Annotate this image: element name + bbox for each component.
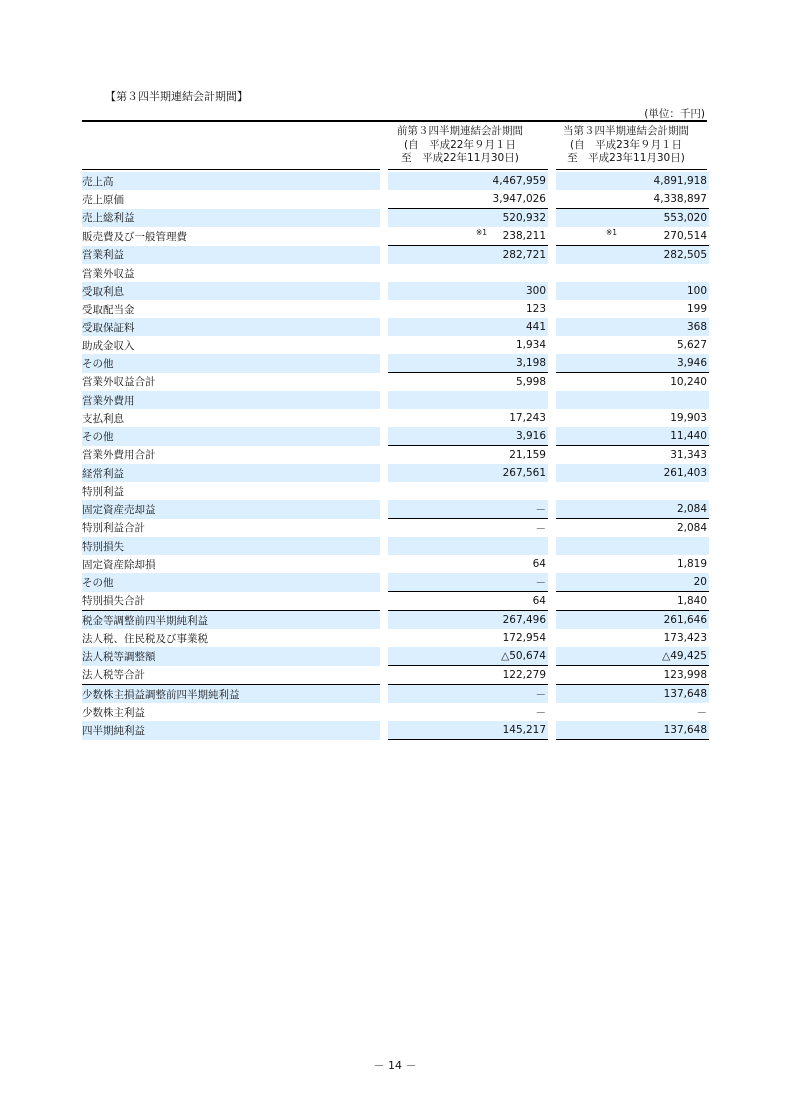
table-row <box>82 685 709 704</box>
table-row <box>82 500 709 519</box>
row-label: 売上高 <box>82 172 380 190</box>
income-statement-table <box>82 172 709 740</box>
curr-period-amount: 137,648 <box>663 688 707 700</box>
curr-period-value <box>556 629 709 647</box>
column-gap <box>548 264 556 282</box>
curr-period-value <box>556 354 709 373</box>
table-row <box>82 446 709 465</box>
column-gap <box>380 427 388 446</box>
row-label: 特別利益合計 <box>82 522 145 535</box>
column-gap <box>380 172 388 190</box>
column-gap <box>548 500 556 519</box>
column-gap <box>380 685 388 704</box>
curr-period-amount: 10,240 <box>670 376 707 388</box>
prev-period-value <box>388 482 548 500</box>
prev-period-value <box>388 391 548 409</box>
column-gap <box>380 611 388 630</box>
prev-period-amount: 441 <box>525 321 546 333</box>
curr-period-value <box>556 318 709 336</box>
curr-period-value <box>556 373 709 392</box>
column-gap <box>380 647 388 666</box>
table-row <box>82 647 709 666</box>
column-gap <box>548 373 556 392</box>
column-gap <box>380 500 388 519</box>
table-row <box>82 592 709 611</box>
table-row <box>82 573 709 592</box>
prev-period-value <box>388 573 548 592</box>
prev-period-value <box>388 666 548 685</box>
top-rule <box>82 120 707 122</box>
prev-period-value <box>388 354 548 373</box>
curr-period-amount: 553,020 <box>663 212 707 224</box>
column-gap <box>548 246 556 265</box>
row-label: 固定資産除却損 <box>82 558 156 571</box>
row-label: 販売費及び一般管理費 <box>82 230 187 243</box>
prev-period-amount: 282,721 <box>502 249 546 261</box>
prev-period-value <box>388 685 548 704</box>
curr-period-amount: 173,423 <box>663 632 707 644</box>
prev-period-value <box>388 592 548 611</box>
column-gap <box>548 427 556 446</box>
table-row <box>82 190 709 209</box>
column-header-prev-title: 前第３四半期連結会計期間 <box>397 125 523 137</box>
column-gap <box>548 629 556 647</box>
prev-period-value <box>388 264 548 282</box>
table-row <box>82 519 709 538</box>
curr-period-amount: 1,819 <box>676 558 707 570</box>
prev-period-amount: 145,217 <box>502 724 546 736</box>
curr-period-value <box>556 537 709 555</box>
prev-period-value <box>388 721 548 740</box>
column-gap <box>380 282 388 300</box>
curr-period-amount: 4,338,897 <box>653 193 707 205</box>
column-gap <box>548 409 556 427</box>
prev-period-amount: 64 <box>532 558 546 570</box>
row-label: その他 <box>82 427 380 446</box>
unit-label: (単位：千円) <box>644 108 705 120</box>
curr-period-value <box>556 647 709 666</box>
column-gap <box>548 190 556 209</box>
table-row <box>82 336 709 354</box>
prev-period-value <box>388 647 548 666</box>
column-gap <box>380 209 388 228</box>
row-label: 経常利益 <box>82 464 380 482</box>
column-gap <box>380 446 388 465</box>
row-label: 四半期純利益 <box>82 721 380 740</box>
prev-period-value <box>388 519 548 538</box>
column-gap <box>380 264 388 282</box>
table-row <box>82 482 709 500</box>
curr-period-value <box>556 703 709 721</box>
table-row <box>82 464 709 482</box>
prev-period-amount: 64 <box>532 595 546 607</box>
prev-period-value <box>388 246 548 265</box>
column-gap <box>548 446 556 465</box>
prev-period-value <box>388 629 548 647</box>
curr-period-amount: 1,840 <box>676 595 707 607</box>
curr-period-amount: 3,946 <box>676 357 707 369</box>
table-row <box>82 537 709 555</box>
column-gap <box>548 282 556 300</box>
curr-period-value <box>556 264 709 282</box>
table-row <box>82 721 709 740</box>
table-row <box>82 555 709 573</box>
curr-period-value <box>556 611 709 630</box>
column-header-curr-from: (自 平成23年９月１日 <box>570 138 682 151</box>
prev-period-value <box>388 209 548 228</box>
table-row <box>82 427 709 446</box>
row-label: 助成金収入 <box>82 339 135 352</box>
curr-period-amount: 4,891,918 <box>653 175 707 187</box>
prev-period-amount: － <box>535 522 546 535</box>
table-row <box>82 300 709 318</box>
row-label: 営業外費用 <box>82 391 380 409</box>
table-row <box>82 629 709 647</box>
column-gap <box>548 300 556 318</box>
page-number: － 14 － <box>373 1059 417 1072</box>
table-row <box>82 611 709 630</box>
prev-period-amount: 520,932 <box>502 212 546 224</box>
prev-period-value <box>388 703 548 721</box>
prev-period-value <box>388 172 548 190</box>
curr-period-value <box>556 721 709 740</box>
curr-period-amount: 100 <box>686 285 707 297</box>
column-gap <box>548 172 556 190</box>
curr-period-value <box>556 336 709 354</box>
row-label: 売上総利益 <box>82 209 380 228</box>
column-gap <box>548 537 556 555</box>
row-label: 営業外収益 <box>82 267 135 280</box>
curr-period-amount: 20 <box>693 576 707 588</box>
prev-period-amount: － <box>535 688 546 701</box>
column-gap <box>548 354 556 373</box>
column-gap <box>548 519 556 538</box>
row-label: 営業外収益合計 <box>82 376 156 389</box>
row-label: 特別損失合計 <box>82 595 145 608</box>
header-rule-curr <box>556 169 707 170</box>
curr-period-amount: 2,084 <box>676 503 707 515</box>
prev-period-value <box>388 555 548 573</box>
prev-period-value <box>388 300 548 318</box>
row-label: 少数株主損益調整前四半期純利益 <box>82 685 380 704</box>
table-row <box>82 246 709 265</box>
row-label: 少数株主利益 <box>82 706 145 719</box>
column-gap <box>548 703 556 721</box>
curr-period-amount: 11,440 <box>670 430 707 442</box>
row-label: 法人税、住民税及び事業税 <box>82 632 208 645</box>
curr-period-amount: 261,646 <box>663 614 707 626</box>
prev-period-amount: 172,954 <box>502 632 546 644</box>
column-gap <box>380 391 388 409</box>
prev-period-amount: 300 <box>525 285 546 297</box>
row-label: 受取利息 <box>82 282 380 300</box>
prev-period-amount: － <box>535 576 546 589</box>
curr-period-amount: △49,425 <box>662 650 707 662</box>
curr-period-value <box>556 300 709 318</box>
curr-period-amount: 19,903 <box>670 412 707 424</box>
column-gap <box>380 555 388 573</box>
prev-period-value <box>388 318 548 336</box>
column-gap <box>380 703 388 721</box>
column-gap <box>548 227 556 246</box>
prev-period-value <box>388 537 548 555</box>
table-row <box>82 409 709 427</box>
prev-period-amount: 238,211 <box>502 230 546 242</box>
table-row <box>82 391 709 409</box>
curr-period-amount: 368 <box>686 321 707 333</box>
curr-period-amount: 270,514 <box>663 230 707 242</box>
column-header-prev <box>380 125 540 166</box>
column-gap <box>548 336 556 354</box>
row-label: 固定資産売却益 <box>82 500 380 519</box>
column-gap <box>380 629 388 647</box>
column-header-curr-to: 至 平成23年11月30日) <box>567 152 685 164</box>
prev-period-amount: 3,916 <box>515 430 546 442</box>
column-gap <box>548 666 556 685</box>
header-rule-label <box>82 169 380 170</box>
column-gap <box>548 721 556 740</box>
table-row <box>82 282 709 300</box>
prev-period-value <box>388 611 548 630</box>
column-gap <box>380 537 388 555</box>
curr-period-value <box>556 573 709 592</box>
column-gap <box>380 373 388 392</box>
note-marker: ※1 <box>476 228 488 237</box>
curr-period-amount: 5,627 <box>676 339 707 351</box>
prev-period-amount: 267,561 <box>502 467 546 479</box>
curr-period-value <box>556 464 709 482</box>
curr-period-value <box>556 227 709 246</box>
prev-period-amount: 122,279 <box>502 669 546 681</box>
row-label: 営業外費用合計 <box>82 449 156 462</box>
column-gap <box>380 721 388 740</box>
table-row <box>82 354 709 373</box>
table-row <box>82 172 709 190</box>
prev-period-value <box>388 190 548 209</box>
column-gap <box>380 409 388 427</box>
curr-period-amount: － <box>696 706 707 719</box>
column-gap <box>548 318 556 336</box>
row-label: その他 <box>82 573 380 592</box>
column-gap <box>380 300 388 318</box>
table-row <box>82 703 709 721</box>
curr-period-value <box>556 666 709 685</box>
column-gap <box>380 519 388 538</box>
prev-period-value <box>388 282 548 300</box>
curr-period-value <box>556 172 709 190</box>
column-gap <box>548 391 556 409</box>
row-label: 受取配当金 <box>82 303 135 316</box>
column-gap <box>380 318 388 336</box>
curr-period-value <box>556 246 709 265</box>
curr-period-value <box>556 209 709 228</box>
prev-period-value <box>388 227 548 246</box>
row-label: 特別利益 <box>82 485 124 498</box>
column-header-prev-from: (自 平成22年９月１日 <box>404 138 516 151</box>
table-row <box>82 666 709 685</box>
column-gap <box>548 592 556 611</box>
prev-period-value <box>388 373 548 392</box>
table-row <box>82 264 709 282</box>
header-rule-prev <box>388 169 548 170</box>
curr-period-amount: 199 <box>686 303 707 315</box>
curr-period-amount: 123,998 <box>663 669 707 681</box>
curr-period-amount: 261,403 <box>663 467 707 479</box>
column-header-curr <box>546 125 706 166</box>
curr-period-value <box>556 446 709 465</box>
column-gap <box>380 227 388 246</box>
curr-period-value <box>556 482 709 500</box>
column-header-curr-title: 当第３四半期連結会計期間 <box>563 125 689 137</box>
column-gap <box>380 666 388 685</box>
prev-period-value <box>388 427 548 446</box>
note-marker: ※1 <box>606 228 618 237</box>
curr-period-value <box>556 391 709 409</box>
column-gap <box>380 190 388 209</box>
column-gap <box>548 209 556 228</box>
curr-period-value <box>556 190 709 209</box>
row-label: 税金等調整前四半期純利益 <box>82 611 380 630</box>
prev-period-amount: 21,159 <box>509 449 546 461</box>
prev-period-amount: － <box>535 706 546 719</box>
column-gap <box>548 573 556 592</box>
table-row <box>82 318 709 336</box>
curr-period-value <box>556 519 709 538</box>
prev-period-value <box>388 446 548 465</box>
column-gap <box>380 482 388 500</box>
row-label: 特別損失 <box>82 537 380 555</box>
prev-period-value <box>388 409 548 427</box>
row-label: 受取保証料 <box>82 318 380 336</box>
row-label: 支払利息 <box>82 412 124 425</box>
row-label: その他 <box>82 354 380 373</box>
curr-period-value <box>556 282 709 300</box>
column-gap <box>548 464 556 482</box>
column-gap <box>380 354 388 373</box>
column-gap <box>548 611 556 630</box>
curr-period-amount: 31,343 <box>670 449 707 461</box>
curr-period-value <box>556 685 709 704</box>
prev-period-amount: － <box>535 503 546 516</box>
prev-period-value <box>388 464 548 482</box>
row-label: 法人税等調整額 <box>82 647 380 666</box>
table-row <box>82 227 709 246</box>
column-header-prev-to: 至 平成22年11月30日) <box>401 152 519 164</box>
prev-period-amount: 3,947,026 <box>492 193 546 205</box>
curr-period-value <box>556 592 709 611</box>
curr-period-value <box>556 427 709 446</box>
prev-period-value <box>388 500 548 519</box>
prev-period-value <box>388 336 548 354</box>
table-row <box>82 373 709 392</box>
column-gap <box>548 555 556 573</box>
prev-period-amount: 123 <box>525 303 546 315</box>
column-gap <box>380 336 388 354</box>
column-gap <box>380 246 388 265</box>
prev-period-amount: 3,198 <box>515 357 546 369</box>
curr-period-value <box>556 500 709 519</box>
column-gap <box>548 482 556 500</box>
row-label: 売上原価 <box>82 193 124 206</box>
curr-period-amount: 137,648 <box>663 724 707 736</box>
curr-period-value <box>556 555 709 573</box>
prev-period-amount: 1,934 <box>515 339 546 351</box>
prev-period-amount: △50,674 <box>501 650 546 662</box>
table-row <box>82 209 709 228</box>
row-label: 法人税等合計 <box>82 669 145 682</box>
curr-period-amount: 2,084 <box>676 522 707 534</box>
column-gap <box>548 685 556 704</box>
curr-period-value <box>556 409 709 427</box>
prev-period-amount: 5,998 <box>515 376 546 388</box>
column-gap <box>548 647 556 666</box>
column-gap <box>380 592 388 611</box>
prev-period-amount: 17,243 <box>509 412 546 424</box>
row-label: 営業利益 <box>82 246 380 265</box>
section-title: 【第３四半期連結会計期間】 <box>105 90 248 103</box>
column-gap <box>380 464 388 482</box>
prev-period-amount: 4,467,959 <box>492 175 546 187</box>
curr-period-amount: 282,505 <box>663 249 707 261</box>
column-gap <box>380 573 388 592</box>
prev-period-amount: 267,496 <box>502 614 546 626</box>
